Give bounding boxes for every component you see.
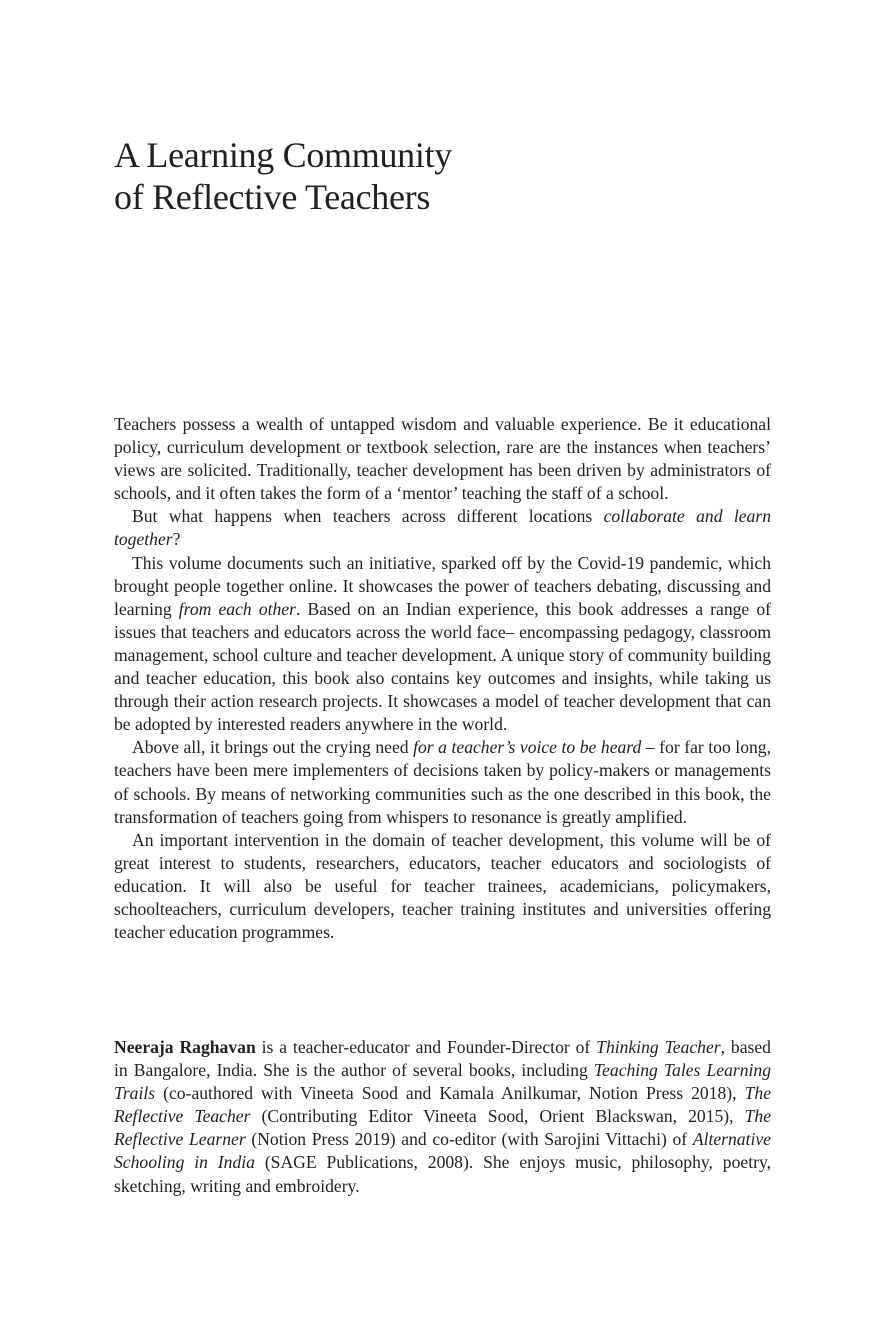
author-name: Neeraja Raghavan (114, 1037, 256, 1057)
author-bio-text-4: (Contributing Editor Vineeta Sood, Orient Blackswan, 2015), (250, 1106, 745, 1127)
author-bio-text-2: , based in Bangalore, India. She is the author of several books, including (114, 1037, 771, 1081)
paragraph-4-text-c: – for far too long, teachers have been mere implementers of decisions taken by policy-makers or managements of schools. By means of networking communities such as the one described in this book, the transformation of teachers going from whispers to resonance is greatly amplified. (114, 737, 771, 827)
paragraph-2-text-a: But what happens when teachers across different locations (132, 506, 604, 527)
author-bio-text-6: (SAGE Publications, 2008). She enjoys music, philosophy, poetry, sketching, writing and embroidery. (114, 1152, 771, 1196)
description-paragraph-5: An important intervention in the domain of teacher development, this volume will be of great interest to students, researchers, educators, teacher educators and sociologists of education. It will also be useful for teacher trainees, academicians, policymakers, schoolteachers, curriculum developers, teacher training institutes and universities offering teacher education programmes. (114, 829, 771, 943)
description-paragraph-2 (114, 505, 771, 551)
paragraph-4-emphasis: for a teacher’s voice to be heard (413, 737, 642, 758)
paragraph-2-text-c: ? (172, 529, 181, 550)
author-bio-italic-5: Alternative Schooling in India (114, 1129, 771, 1173)
book-title (114, 134, 774, 218)
author-bio-italic-1: Thinking Teacher (596, 1037, 721, 1057)
author-bio-italic-3: The Reflective Teacher (114, 1083, 771, 1127)
paragraph-3-emphasis: from each other (178, 598, 296, 619)
paragraph-4-text-a: Above all, it brings out the crying need (132, 737, 414, 758)
description-paragraph-1: Teachers possess a wealth of untapped wisdom and valuable experience. Be it educational policy, curriculum development or textbook selection, rare are the instances when teachers’ views are solicited. Traditionally, teacher development has been driven by administrators of schools, and it often takes the form of a ‘mentor’ teaching the staff of a school. (114, 414, 771, 504)
author-bio-italic-4: The Reflective Learner (114, 1106, 772, 1150)
description-paragraph-3 (114, 552, 771, 737)
book-title-line-2: of Reflective Teachers (114, 177, 431, 217)
author-bio-text-3: (co-authored with Vineeta Sood and Kamala Anilkumar, Notion Press 2018), (155, 1083, 745, 1104)
paragraph-3-text-c: . Based on an Indian experience, this book addresses a range of issues that teachers and educators across the world face– encompassing pedagogy, classroom management, school culture and teacher development. A unique story of community building and teacher education, this book also contains key outcomes and insights, while taking us through their action research projects. It showcases a model of teacher development that can be adopted by interested readers anywhere in the world. (114, 598, 772, 735)
author-bio-text-1: is a teacher-educator and Founder-Director of (255, 1037, 597, 1057)
book-description (114, 413, 771, 944)
book-title-line-1: A Learning Community (114, 135, 452, 175)
paragraph-2-emphasis: collaborate and learn together (114, 506, 771, 550)
author-bio-text-5: (Notion Press 2019) and co-editor (with Sarojini Vittachi) of (245, 1129, 693, 1150)
paragraph-3-text-a: This volume documents such an initiative, sparked off by the Covid-19 pandemic, which brought people together online. It showcases the power of teachers debating, discussing and learning (114, 552, 771, 619)
author-bio (114, 1036, 771, 1198)
description-paragraph-4 (114, 736, 771, 828)
author-bio-italic-2: Teaching Tales Learning Trails (114, 1060, 772, 1104)
